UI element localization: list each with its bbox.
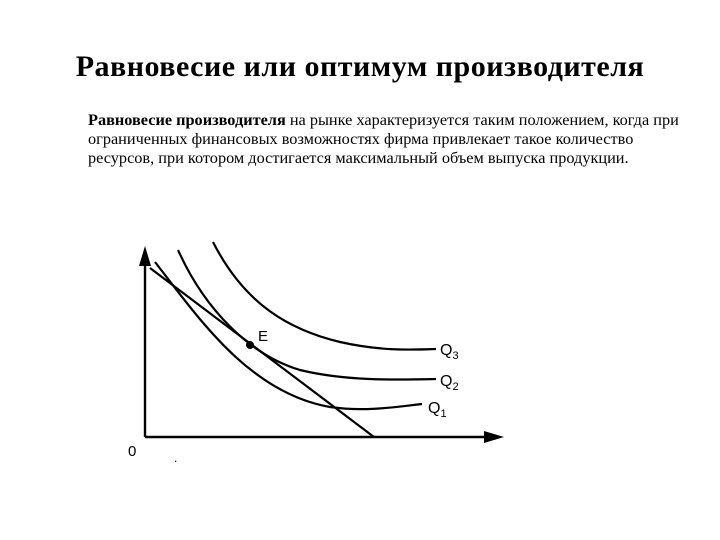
isoquant-q2: [178, 250, 436, 380]
equilibrium-label: E: [258, 328, 269, 345]
y-axis-arrow: [139, 246, 151, 266]
definition-term: Равновесие производителя: [88, 110, 286, 129]
origin-label: 0: [128, 443, 137, 460]
x-axis-arrow: [484, 431, 504, 443]
equilibrium-point: [246, 341, 254, 349]
isoquant-q3: [213, 242, 436, 350]
isoquant-q3-label: $Q_3$: [440, 342, 459, 362]
small-dot: .: [174, 451, 178, 465]
isoquant-q2-label: $Q_2$: [440, 373, 459, 393]
definition-body: на рынке характеризуется таким положением, когда при ограниченных финансовых возможностях фирма привлекает такое количество ресурсов, при котором достигается максимальный объем выпуска продукции.: [88, 110, 679, 167]
slide-title: Равновесие или оптимум производителя: [75, 50, 645, 83]
isoquant-q1-label: $Q_1$: [428, 400, 447, 420]
